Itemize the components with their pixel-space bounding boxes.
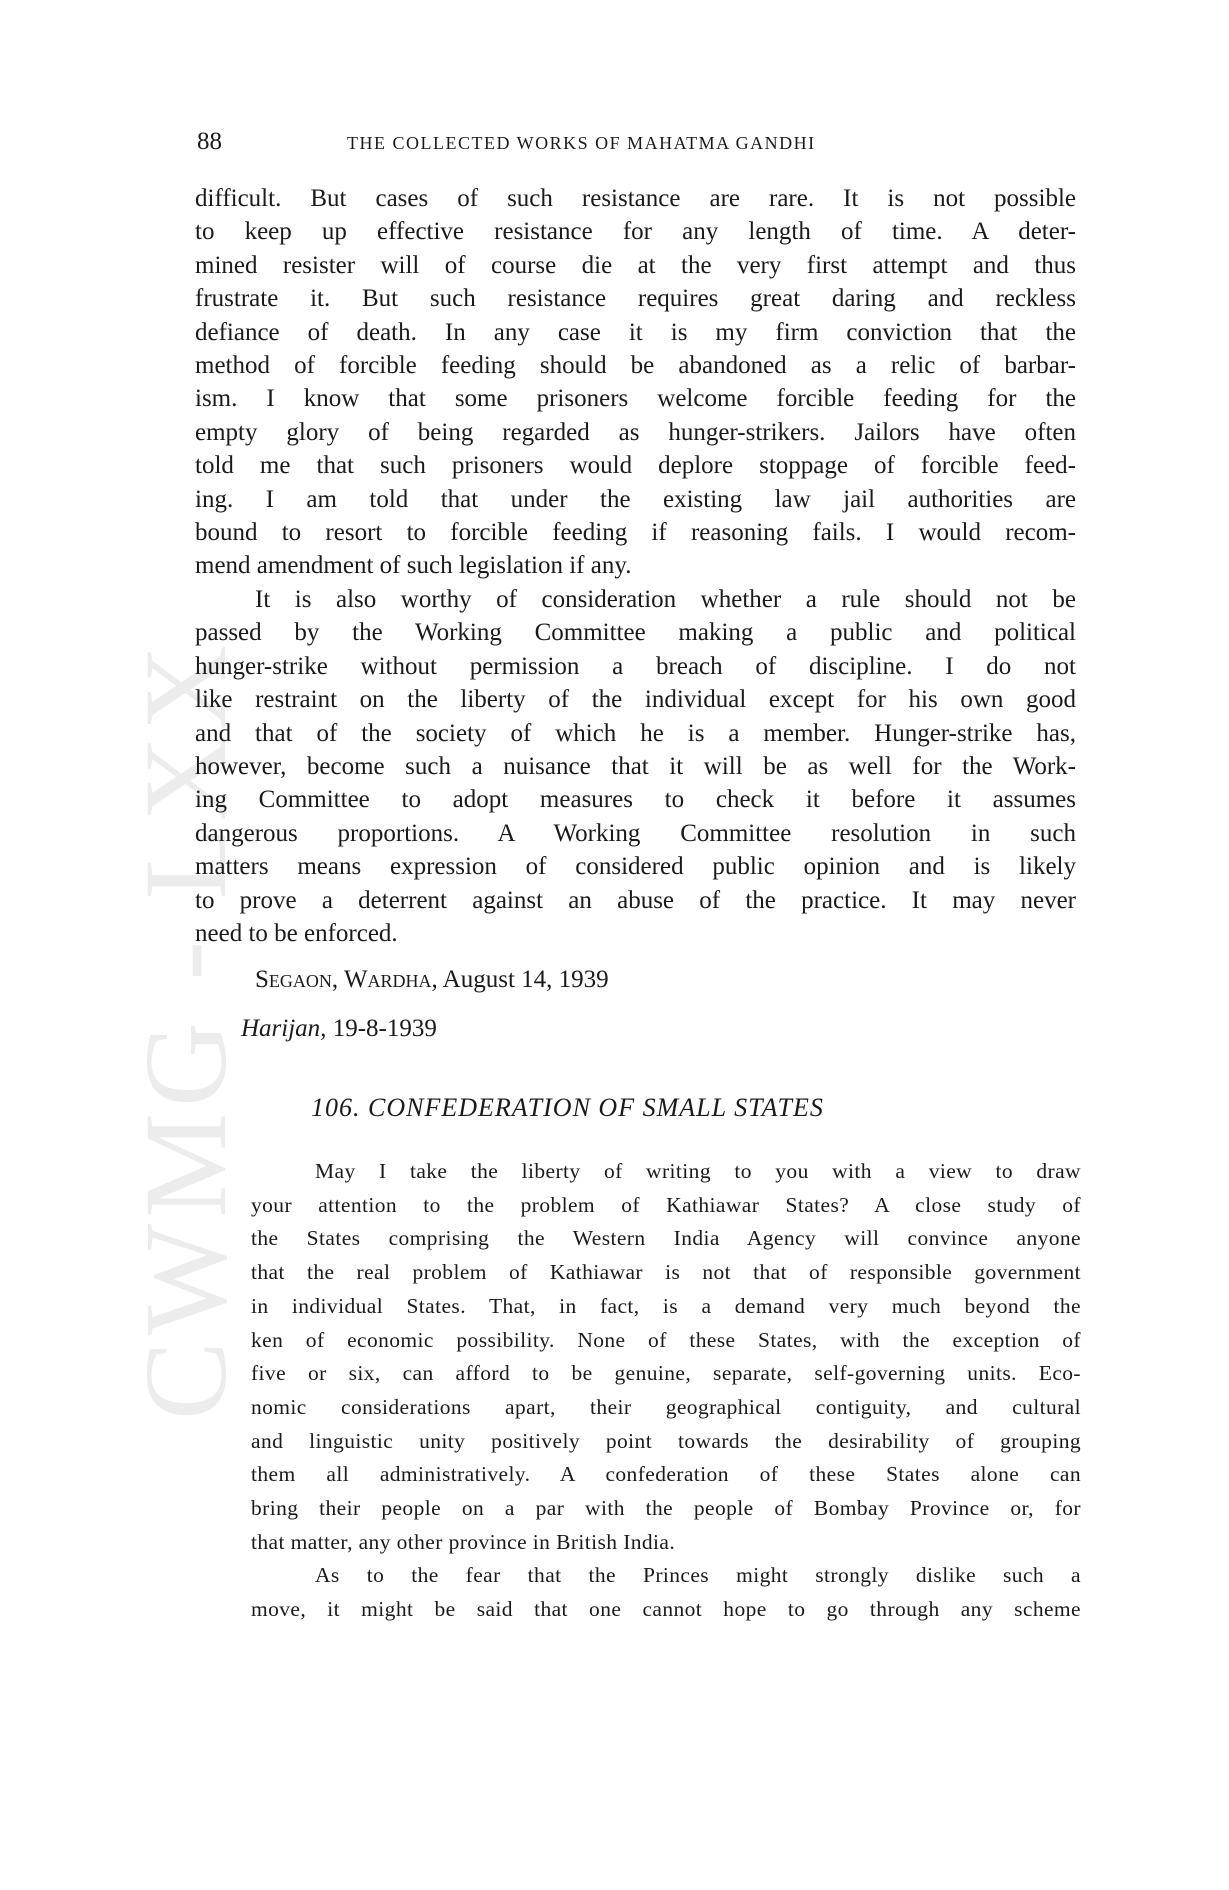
text-line: that matter, any other province in British India. bbox=[251, 1529, 676, 1554]
text-line: and linguistic unity positively point towards the desirability of grouping bbox=[251, 1428, 1081, 1453]
source-publication: Harijan, bbox=[241, 1015, 327, 1042]
text-line: difficult. But cases of such resistance are rare. It is not possible bbox=[195, 185, 1076, 212]
text-line: like restraint on the liberty of the individual except for his own good bbox=[195, 686, 1076, 714]
watermark: CWMG - LXX bbox=[120, 638, 251, 1420]
text-line: them all administratively. A confederation of these States alone can bbox=[251, 1462, 1081, 1487]
text-line: It is also worthy of consideration whether a rule should not be bbox=[255, 585, 1076, 613]
text-line: to keep up effective resistance for any length of time. A deter- bbox=[195, 218, 1076, 246]
text-line: frustrate it. But such resistance requires great daring and reckless bbox=[195, 285, 1076, 313]
text-line: need to be enforced. bbox=[195, 919, 398, 947]
text-line: in individual States. That, in fact, is a demand very much beyond the bbox=[251, 1293, 1081, 1318]
text-line: dangerous proportions. A Working Committee resolution in such bbox=[195, 819, 1076, 847]
body-text bbox=[195, 182, 1076, 950]
text-line: ing. I am told that under the existing law jail authorities are bbox=[195, 485, 1076, 513]
text-line: method of forcible feeding should be abandoned as a relic of barbar- bbox=[195, 352, 1076, 380]
text-line: matters means expression of considered public opinion and is likely bbox=[195, 853, 1076, 881]
text-line: ing Committee to adopt measures to check it before it assumes bbox=[195, 786, 1076, 814]
text-line: move, it might be said that one cannot hope to go through any scheme bbox=[251, 1597, 1081, 1622]
text-line: five or six, can afford to be genuine, separate, self-governing units. Eco- bbox=[251, 1361, 1081, 1386]
text-line: ken of economic possibility. None of these States, with the exception of bbox=[251, 1327, 1081, 1352]
dateline-place: Segaon, Wardha, bbox=[255, 966, 438, 993]
text-line: empty glory of being regarded as hunger-strikers. Jailors have often bbox=[195, 418, 1076, 446]
dateline-date: August 14, 1939 bbox=[442, 966, 609, 993]
running-title: THE COLLECTED WORKS OF MAHATMA GANDHI bbox=[347, 133, 816, 153]
text-line: mined resister will of course die at the very first attempt and thus bbox=[195, 251, 1076, 279]
text-line: that the real problem of Kathiawar is not that of responsible government bbox=[251, 1260, 1081, 1285]
text-line: bring their people on a par with the people of Bombay Province or, for bbox=[251, 1496, 1081, 1521]
text-line: however, become such a nuisance that it will be as well for the Work- bbox=[195, 752, 1076, 780]
text-line: to prove a deterrent against an abuse of the practice. It may never bbox=[195, 886, 1076, 914]
section-title: 106. CONFEDERATION OF SMALL STATES bbox=[311, 1093, 824, 1122]
text-line: hunger-strike without permission a breach of discipline. I do not bbox=[195, 652, 1076, 680]
text-line: As to the fear that the Princes might strongly dislike such a bbox=[315, 1563, 1081, 1588]
source-citation bbox=[241, 1015, 437, 1043]
text-line: and that of the society of which he is a member. Hunger-strike has, bbox=[195, 719, 1076, 747]
text-line: ism. I know that some prisoners welcome forcible feeding for the bbox=[195, 385, 1076, 413]
text-line: passed by the Working Committee making a public and political bbox=[195, 619, 1076, 647]
page-number: 88 bbox=[197, 128, 222, 155]
text-line: the States comprising the Western India Agency will convince anyone bbox=[251, 1226, 1081, 1251]
source-date: 19-8-1939 bbox=[332, 1015, 437, 1042]
text-line: May I take the liberty of writing to you with a view to draw bbox=[315, 1159, 1081, 1183]
text-line: mend amendment of such legislation if any. bbox=[195, 552, 632, 580]
text-line: your attention to the problem of Kathiawar States? A close study of bbox=[251, 1192, 1081, 1217]
text-line: defiance of death. In any case it is my firm conviction that the bbox=[195, 318, 1076, 346]
dateline bbox=[255, 966, 609, 994]
letter-text bbox=[251, 1155, 1081, 1627]
text-line: told me that such prisoners would deplore stoppage of forcible feed- bbox=[195, 452, 1076, 480]
text-line: bound to resort to forcible feeding if reasoning fails. I would recom- bbox=[195, 519, 1076, 547]
text-line: nomic considerations apart, their geographical contiguity, and cultural bbox=[251, 1394, 1081, 1419]
